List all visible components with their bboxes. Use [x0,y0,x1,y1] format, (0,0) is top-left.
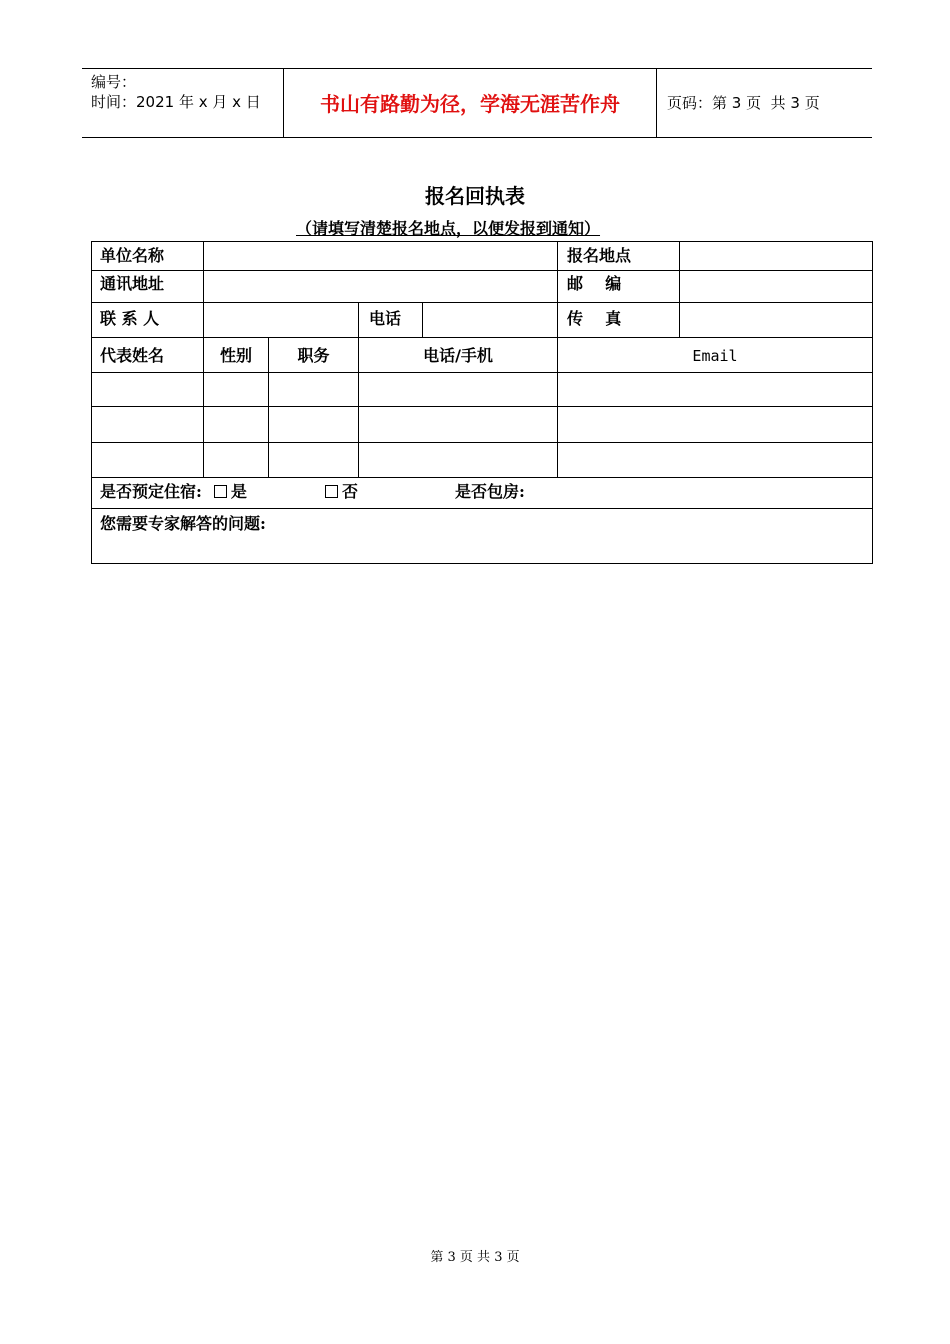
col-header-name: 代表姓名 [100,346,165,365]
delegate-gender-field[interactable] [204,373,268,406]
delegate-email-field[interactable] [558,373,872,406]
page-footer: 第 3 页 共 3 页 [430,1250,520,1265]
code-label: 编号： [91,73,137,91]
no-label: 否 [342,482,359,501]
form-title: 报名回执表 [425,184,525,208]
delegate-phone-field[interactable] [359,373,557,406]
grid-line [91,563,873,564]
grid-line [91,508,873,509]
reg-location-field[interactable] [680,242,872,270]
yes-checkbox[interactable] [214,485,227,498]
delegate-name-field[interactable] [92,407,203,442]
col-header-phone: 电话/手机 [423,346,493,365]
room-label: 是否包房: [455,482,525,501]
grid-line [91,477,873,478]
no-checkbox[interactable] [325,485,338,498]
grid-line [91,337,873,338]
delegate-gender-field[interactable] [204,407,268,442]
no-option [321,482,358,502]
grid-line [358,302,359,337]
delegate-phone-field[interactable] [359,443,557,477]
reg-location-label: 报名地点 [567,246,632,265]
delegate-name-field[interactable] [92,443,203,477]
registration-form [91,241,873,564]
fax-field[interactable] [680,303,872,337]
address-label: 通讯地址 [100,274,165,293]
delegate-email-field[interactable] [558,407,872,442]
accommodation-row [100,482,247,502]
unit-name-field[interactable] [204,242,557,270]
yes-label: 是 [230,482,247,501]
delegate-name-field[interactable] [92,373,203,406]
header-meta [91,72,261,112]
unit-name-label: 单位名称 [100,246,165,265]
col-header-email: Email [692,347,738,365]
delegate-gender-field[interactable] [204,443,268,477]
contact-label: 联 系 人 [100,309,160,328]
col-header-position: 职务 [297,346,330,365]
col-header-gender: 性别 [219,346,252,365]
contact-field[interactable] [204,303,358,337]
date-label: 时间：2021 年 x 月 x 日 [91,93,261,111]
delegate-phone-field[interactable] [359,407,557,442]
accommodation-label: 是否预定住宿: [100,482,202,501]
address-field[interactable] [204,271,557,302]
form-subtitle: （请填写清楚报名地点，以便发报到通知） [296,219,601,238]
phone-label: 电话 [369,309,402,328]
delegate-email-field[interactable] [558,443,872,477]
question-field[interactable] [92,534,872,562]
postcode-field[interactable] [680,271,872,302]
grid-line [872,241,873,564]
page-header [82,68,872,138]
phone-field[interactable] [423,303,557,337]
delegate-position-field[interactable] [269,373,358,406]
delegate-position-field[interactable] [269,443,358,477]
postcode-label: 邮 编 [567,274,622,293]
header-page-info: 页码：第 3 页 共 3 页 [667,94,820,112]
fax-label: 传 真 [567,309,622,328]
header-motto: 书山有路勤为径，学海无涯苦作舟 [320,92,620,116]
header-divider [656,69,657,137]
delegate-position-field[interactable] [269,407,358,442]
question-label: 您需要专家解答的问题: [100,514,266,533]
